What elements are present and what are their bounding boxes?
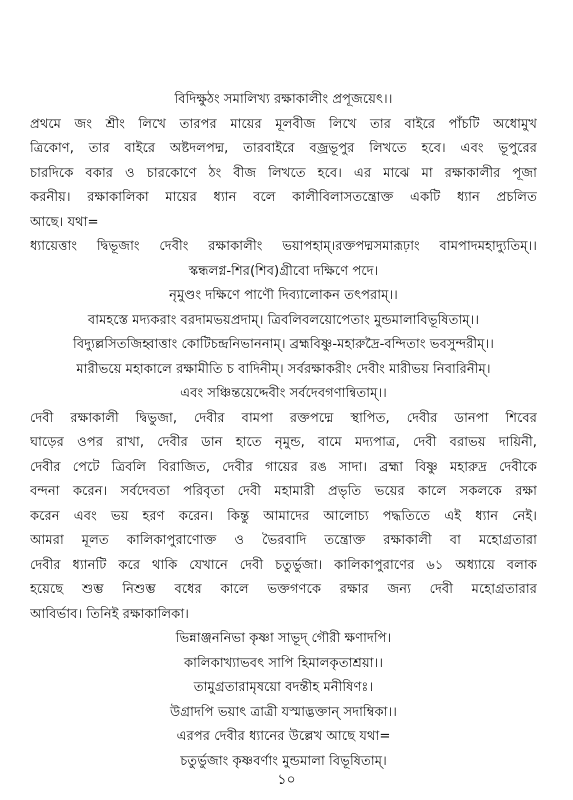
text-line: তামুগ্রতারামৃষয়ো বদন্তীহ মনীষিণঃ। [193,680,374,695]
page-number: ১০ [277,772,296,788]
text-line: বিদ্যুল্লসিতজিহ্বাত্তাং কোটিচন্দ্রনিভাননাম্। ব্রহ্মবিষ্ণু-মহারুদ্রৈ-বন্দিতাং ভবসুন্দরীম্।। [73,337,494,352]
text-line: বন্দনা করেন। সর্বদেবতা পরিবৃতা দেবী মহামারী প্রভৃতি ভয়ের কালে সকলকে রক্ষা [30,484,537,499]
text-line: বিদিক্ষুঠং সমালিখ্য রক্ষাকালীং প্রপূজয়েৎ।। [174,92,393,107]
text-line: আবির্ভাব। তিনিই রক্ষাকালিকা। [30,606,189,622]
text-line: আমরা মূলত কালিকাপুরাণোক্ত ও ভৈরবাদি তন্ত্রোক্ত রক্ষাকালী বা মহোগ্রতারা [30,533,537,548]
text-line: উগ্রাদপি ভয়াৎ ত্রাত্রী যস্মাদ্ভক্তান্ সদাম্বিকা।। [170,704,397,720]
text-line: দেবীর পেটে ত্রিবলি বিরাজিত, দেবীর গায়ের রঙ সাদা। ব্রহ্মা বিষ্ণু মহারুদ্র দেবীকে [30,459,537,475]
text-line: ধ্যায়েত্তাং দ্বিভূজাং দেবীং রক্ষাকালীং ভয়াপহাম্।রক্তপদ্মসমারূঢ়াং বামপাদমহাদ্যুতিম্।। [30,239,537,254]
text-line: দেবী রক্ষাকালী দ্বিভুজা, দেবীর বামপা রক্তপদ্মে স্থাপিত, দেবীর ডানপা শিবের [30,410,537,426]
text-line: বামহস্তে মদ্যকরাং বরদামভয়প্রদাম্। ত্রিবলিবলয়োপেতাং মুন্ডমালাবিভূষিতাম্।। [87,312,480,328]
text-line: আছে। যথা= [30,214,99,230]
text-line: এবং সঞ্চিন্তয়েদ্দেবীং সর্বদেবগণান্বিতাম্।। [180,386,387,401]
text-line: হয়েছে শুম্ভ নিশুম্ভ বধের কালে ভক্তগণকে রক্ষার জন্য দেবী মহোগ্রতারার [30,582,537,597]
text-line: প্রথমে জং শ্রীং লিখে তারপর মায়ের মূলবীজ লিখে তার বাইরে পাঁচটি অধোমুখ [30,116,537,132]
text-line: এরপর দেবীর ধ্যানের উল্লেখ আছে যথা= [176,729,391,744]
text-line: চতুর্ভুজাং কৃষ্ণবর্ণাং মুন্ডমালা বিভূষিতাম্। [180,753,387,769]
text-line: ভিন্নাঞ্জননিভা কৃষ্ণা সাভূদ্ গৌরী ক্ষণাদপি। [175,631,392,646]
text-line: নৃমুণ্ডং দক্ষিণে পাণৌ দিব্যালোকন তৎপরাম্।। [169,288,398,303]
text-line: চারদিকে বকার ও চারকোণে ঠং বীজ লিখতে হবে। এর মাঝে মা রক্ষাকালীর পূজা [30,165,537,181]
text-line: করেন এবং ভয় হরণ করেন। কিন্তু আমাদের আলোচ্য পদ্ধতিতে এই ধ্যান নেই। [30,508,537,524]
text-line: দেবীর ধ্যানটি করে থাকি যেখানে দেবী চতুর্ভুজা। কালিকাপুরাণের ৬১ অধ্যায়ে বলাক [30,557,537,573]
text-line: ত্রিকোণ, তার বাইরে অষ্টদলপদ্ম, তারবাইরে বজ্রভূপুর লিখতে হবে। এবং ভূপুরের [30,141,537,156]
text-line: ঘাড়ের ওপর রাখা, দেবীর ডান হাতে নৃমুন্ড, বামে মদ্যপাত্র, দেবী বরাভয় দায়িনী, [30,435,537,450]
text-line: মারীভয়ে মহাকালে রক্ষামীতি চ বাদিনীম্। সর্বরক্ষাকরীং দেবীং মারীভয় নিবারিনীম্। [76,361,491,377]
text-line: করনীয়। রক্ষাকালিকা মায়ের ধ্যান বলে কালীবিলাসতন্ত্রোক্ত একটি ধ্যান প্রচলিত [30,190,537,205]
text-line: কালিকাখ্যাভবৎ সাপি হিমালকৃতাশ্রয়া।। [183,655,384,671]
text-body [30,88,537,774]
text-line: স্কন্ধলগ্ন-শির(শিব)গ্রীবো দক্ষিণে পদে। [188,263,379,279]
